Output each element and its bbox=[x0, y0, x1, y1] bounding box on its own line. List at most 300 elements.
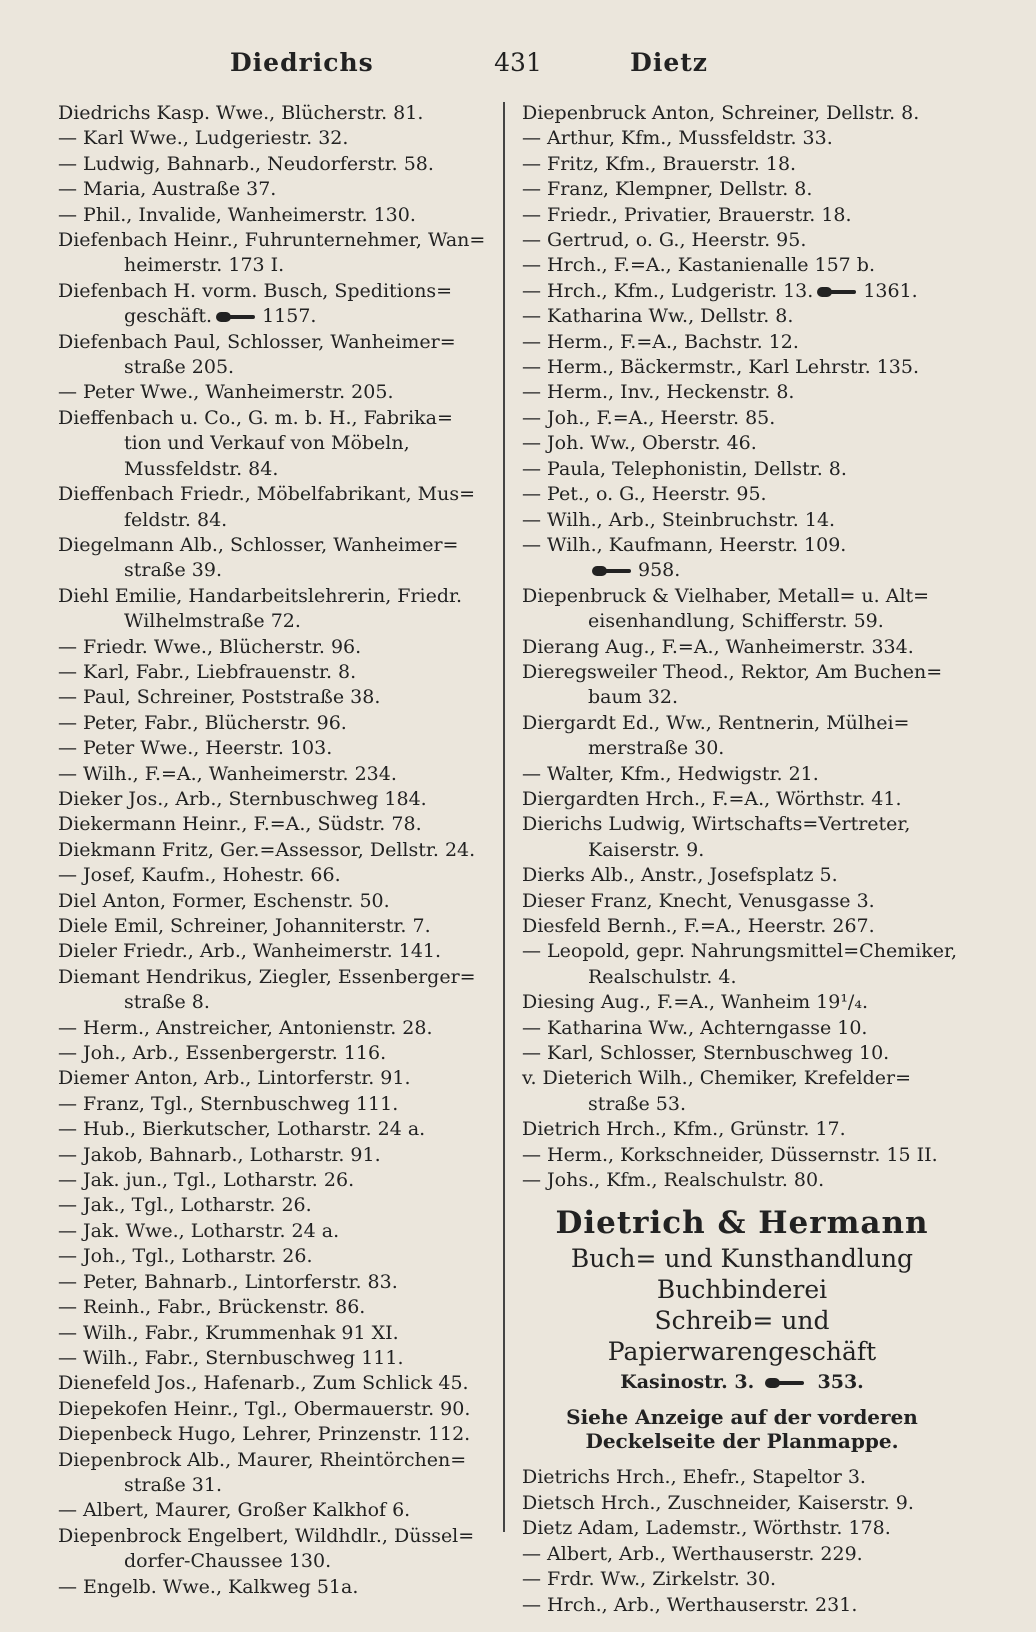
directory-entry bbox=[522, 1117, 962, 1142]
entry-text: Dietz Adam, Lademstr., Wörthstr. 178. bbox=[522, 1517, 891, 1540]
entry-text: Dietrich Hrch., Kfm., Grünstr. 17. bbox=[522, 1118, 846, 1141]
entry-line bbox=[522, 1465, 962, 1490]
entry-text: — Arthur, Kfm., Mussfeldstr. 33. bbox=[522, 127, 833, 150]
entry-line bbox=[58, 838, 488, 863]
entry-line bbox=[522, 965, 962, 990]
ad-phone: 353. bbox=[817, 1371, 864, 1394]
entry-text: Diesing Aug., F.=A., Wanheim 19¹/₄. bbox=[522, 991, 868, 1014]
entry-text: — Franz, Klempner, Dellstr. 8. bbox=[522, 178, 813, 201]
directory-entry bbox=[58, 126, 488, 151]
entry-line bbox=[58, 584, 488, 609]
entry-text: — Friedr., Privatier, Brauerstr. 18. bbox=[522, 203, 852, 226]
entry-text: Diefenbach Heinr., Fuhrunternehmer, Wan= bbox=[58, 229, 486, 252]
entry-text: Diedrichs Kasp. Wwe., Blücherstr. 81. bbox=[58, 102, 424, 124]
entry-text: Dietrichs Hrch., Ehefr., Stapeltor 3. bbox=[522, 1466, 866, 1489]
entry-line bbox=[58, 635, 488, 660]
entry-line bbox=[522, 558, 962, 583]
entry-text: — Jak. jun., Tgl., Lotharstr. 26. bbox=[58, 1169, 355, 1192]
entry-line bbox=[58, 812, 488, 837]
entry-text: — Gertrud, o. G., Heerstr. 95. bbox=[522, 229, 807, 252]
entry-line bbox=[522, 355, 962, 380]
entry-line bbox=[58, 711, 488, 736]
directory-entry bbox=[58, 1498, 488, 1523]
ad-line-1: Buch= und Kunsthandlung bbox=[570, 1244, 914, 1274]
entry-text: — Phil., Invalide, Wanheimerstr. 130. bbox=[58, 203, 416, 226]
entry-line bbox=[58, 762, 488, 787]
directory-entry bbox=[58, 1168, 488, 1193]
directory-entry bbox=[58, 914, 488, 939]
entry-text: — Albert, Arb., Werthauserstr. 229. bbox=[522, 1542, 863, 1565]
entry-line bbox=[522, 1168, 962, 1193]
entry-line bbox=[522, 1593, 962, 1618]
directory-entry bbox=[58, 584, 488, 635]
entry-text: — Pet., o. G., Heerstr. 95. bbox=[522, 483, 767, 506]
directory-entry bbox=[522, 1168, 962, 1193]
entry-text: — Ludwig, Bahnarb., Neudorferstr. 58. bbox=[58, 152, 434, 175]
entry-line bbox=[58, 1219, 488, 1244]
entry-line bbox=[58, 1143, 488, 1168]
entry-text: Dienefeld Jos., Hafenarb., Zum Schlick 45. bbox=[58, 1372, 469, 1395]
entry-text: Dieregsweiler Theod., Rektor, Am Buchen= bbox=[522, 660, 943, 683]
entry-line bbox=[58, 304, 488, 329]
entry-line bbox=[522, 762, 962, 787]
entry-text: — Katharina Ww., Dellstr. 8. bbox=[522, 305, 794, 328]
directory-entry bbox=[522, 1143, 962, 1168]
entry-line bbox=[522, 635, 962, 660]
directory-entry bbox=[522, 939, 962, 990]
directory-entry bbox=[522, 635, 962, 660]
entry-line bbox=[58, 253, 488, 278]
entry-text: — Peter, Fabr., Blücherstr. 96. bbox=[58, 711, 347, 734]
entry-line bbox=[522, 711, 962, 736]
entry-text: — Reinh., Fabr., Brückenstr. 86. bbox=[58, 1296, 366, 1319]
directory-entry bbox=[58, 1371, 488, 1396]
entry-text: — Jak., Tgl., Lotharstr. 26. bbox=[58, 1194, 312, 1217]
entry-text: tion und Verkauf von Möbeln, bbox=[124, 432, 410, 455]
directory-entry bbox=[522, 406, 962, 431]
directory-entry bbox=[58, 889, 488, 914]
entry-line bbox=[58, 101, 488, 126]
entry-line bbox=[58, 279, 488, 304]
directory-entry bbox=[522, 660, 962, 711]
entry-text: Mussfeldstr. 84. bbox=[124, 457, 279, 480]
directory-entry bbox=[522, 533, 962, 584]
directory-entry bbox=[58, 1346, 488, 1371]
directory-entry bbox=[58, 762, 488, 787]
entry-text: — Peter Wwe., Heerstr. 103. bbox=[58, 737, 333, 760]
entry-line bbox=[522, 1092, 962, 1117]
entry-text: Diepekofen Heinr., Tgl., Obermauerstr. 90. bbox=[58, 1397, 471, 1420]
directory-entry bbox=[58, 152, 488, 177]
entry-line bbox=[58, 203, 488, 228]
directory-entry bbox=[58, 1321, 488, 1346]
telephone-icon bbox=[765, 1377, 805, 1389]
entry-line bbox=[522, 1066, 962, 1091]
directory-entry bbox=[522, 1041, 962, 1066]
entry-line bbox=[522, 1567, 962, 1592]
entry-line bbox=[58, 660, 488, 685]
entry-text: — Wilh., F.=A., Wanheimerstr. 234. bbox=[58, 762, 397, 785]
directory-entry bbox=[522, 177, 962, 202]
directory-entry bbox=[58, 1270, 488, 1295]
entry-text: Diergardten Hrch., F.=A., Wörthstr. 41. bbox=[522, 787, 902, 810]
entry-text: Diepenbruck & Vielhaber, Metall= u. Alt= bbox=[522, 584, 930, 607]
directory-entry bbox=[522, 508, 962, 533]
entry-text: — Hrch., Kfm., Ludgeristr. 13. bbox=[522, 279, 814, 302]
entry-line bbox=[522, 279, 962, 304]
entry-text: — Peter, Bahnarb., Lintorferstr. 83. bbox=[58, 1270, 398, 1293]
telephone-icon bbox=[817, 286, 857, 298]
directory-entry bbox=[522, 1491, 962, 1516]
entry-line bbox=[522, 203, 962, 228]
entry-text: Diepenbeck Hugo, Lehrer, Prinzenstr. 112. bbox=[58, 1423, 471, 1446]
entry-text: — Herm., Bäckermstr., Karl Lehrstr. 135. bbox=[522, 356, 920, 379]
directory-entry bbox=[58, 330, 488, 381]
entry-line bbox=[58, 1498, 488, 1523]
entry-line bbox=[522, 1491, 962, 1516]
entry-line bbox=[58, 1422, 488, 1447]
entry-line bbox=[58, 126, 488, 151]
entry-text: — Herm., Anstreicher, Antonienstr. 28. bbox=[58, 1016, 433, 1039]
entry-line bbox=[522, 584, 962, 609]
entry-line bbox=[58, 965, 488, 990]
entry-text: straße 39. bbox=[124, 559, 222, 582]
left-column bbox=[58, 101, 488, 1600]
directory-entry bbox=[522, 228, 962, 253]
directory-entry bbox=[58, 838, 488, 863]
entry-line bbox=[522, 1516, 962, 1541]
entry-text: Diekmann Fritz, Ger.=Assessor, Dellstr. 24. bbox=[58, 838, 476, 861]
entry-text: Diel Anton, Former, Eschenstr. 50. bbox=[58, 889, 390, 912]
directory-entry bbox=[522, 914, 962, 939]
entry-line bbox=[522, 1542, 962, 1567]
entry-line bbox=[58, 1016, 488, 1041]
entry-text: straße 205. bbox=[124, 356, 235, 379]
entry-line bbox=[58, 1346, 488, 1371]
directory-entry bbox=[522, 1593, 962, 1618]
ad-note-line-2: Deckelseite der Planmappe. bbox=[585, 1429, 899, 1454]
entry-text: — Walter, Kfm., Hedwigstr. 21. bbox=[522, 762, 819, 785]
telephone-icon bbox=[592, 565, 632, 577]
entry-text: — Herm., Inv., Heckenstr. 8. bbox=[522, 381, 795, 404]
ad-address-line bbox=[522, 1367, 962, 1397]
entry-text: — Hrch., F.=A., Kastanienalle 157 b. bbox=[522, 254, 876, 277]
directory-entry bbox=[522, 279, 962, 304]
directory-entry bbox=[522, 355, 962, 380]
directory-entry bbox=[522, 126, 962, 151]
right-column-bottom bbox=[522, 1465, 962, 1617]
entry-line bbox=[58, 508, 488, 533]
entry-text: Realschulstr. 4. bbox=[588, 965, 737, 988]
directory-entry bbox=[58, 863, 488, 888]
entry-line bbox=[522, 685, 962, 710]
directory-entry bbox=[522, 787, 962, 812]
directory-entry bbox=[522, 1542, 962, 1567]
entry-text: Dierang Aug., F.=A., Wanheimerstr. 334. bbox=[522, 635, 914, 658]
directory-entry bbox=[522, 1516, 962, 1541]
entry-line bbox=[58, 1295, 488, 1320]
entry-text: — Hrch., Arb., Werthauserstr. 231. bbox=[522, 1593, 858, 1616]
directory-entry bbox=[58, 711, 488, 736]
entry-text: — Katharina Ww., Achterngasse 10. bbox=[522, 1016, 868, 1039]
directory-entry bbox=[58, 1575, 488, 1600]
entry-text: heimerstr. 173 I. bbox=[124, 254, 285, 277]
entry-line bbox=[522, 508, 962, 533]
entry-text: — Jakob, Bahnarb., Lotharstr. 91. bbox=[58, 1143, 381, 1166]
entry-text: Diegelmann Alb., Schlosser, Wanheimer= bbox=[58, 533, 459, 556]
directory-entry bbox=[58, 787, 488, 812]
entry-line bbox=[58, 1371, 488, 1396]
entry-text: v. Dieterich Wilh., Chemiker, Krefelder= bbox=[522, 1067, 911, 1090]
entry-line bbox=[522, 101, 962, 126]
column-divider bbox=[503, 102, 505, 1532]
directory-entry bbox=[58, 1524, 488, 1575]
directory-entry bbox=[58, 1397, 488, 1422]
entry-text: — Wilh., Fabr., Krummenhak 91 XI. bbox=[58, 1321, 399, 1344]
directory-entry bbox=[58, 965, 488, 1016]
entry-text: dorfer-Chaussee 130. bbox=[124, 1550, 332, 1573]
directory-entry bbox=[58, 406, 488, 482]
entry-line bbox=[522, 736, 962, 761]
directory-entry bbox=[58, 101, 488, 126]
directory-entry bbox=[58, 660, 488, 685]
directory-entry bbox=[522, 304, 962, 329]
entry-text: — Herm., Korkschneider, Düssernstr. 15 II. bbox=[522, 1143, 938, 1166]
entry-text: — Fritz, Kfm., Brauerstr. 18. bbox=[522, 152, 797, 175]
entry-line bbox=[58, 152, 488, 177]
directory-entry bbox=[522, 330, 962, 355]
directory-entry bbox=[522, 457, 962, 482]
entry-text: — Karl, Fabr., Liebfrauenstr. 8. bbox=[58, 660, 357, 683]
entry-line bbox=[522, 482, 962, 507]
phone-number: 958. bbox=[638, 559, 681, 582]
entry-line bbox=[58, 482, 488, 507]
entry-line bbox=[522, 177, 962, 202]
entry-text: — Friedr. Wwe., Blücherstr. 96. bbox=[58, 635, 362, 658]
entry-line bbox=[58, 990, 488, 1015]
entry-text: Diefenbach H. vorm. Busch, Speditions= bbox=[58, 279, 453, 302]
entry-line bbox=[58, 355, 488, 380]
entry-line bbox=[522, 863, 962, 888]
entry-text: — Albert, Maurer, Großer Kalkhof 6. bbox=[58, 1499, 411, 1522]
ad-note-line-1: Siehe Anzeige auf der vorderen bbox=[566, 1405, 918, 1430]
entry-line bbox=[522, 457, 962, 482]
entry-line bbox=[522, 228, 962, 253]
entry-line bbox=[522, 533, 962, 558]
directory-entry bbox=[58, 380, 488, 405]
entry-text: — Wilh., Kaufmann, Heerstr. 109. bbox=[522, 533, 847, 556]
directory-entry bbox=[58, 685, 488, 710]
directory-entry bbox=[522, 1465, 962, 1490]
entry-text: Diesfeld Bernh., F.=A., Heerstr. 267. bbox=[522, 915, 875, 937]
entry-text: Dieser Franz, Knecht, Venusgasse 3. bbox=[522, 889, 875, 912]
entry-line bbox=[522, 812, 962, 837]
entry-line bbox=[58, 1473, 488, 1498]
entry-text: straße 31. bbox=[124, 1473, 222, 1496]
entry-line bbox=[522, 914, 962, 939]
entry-line bbox=[522, 330, 962, 355]
entry-text: Dierks Alb., Anstr., Josefsplatz 5. bbox=[522, 864, 838, 887]
directory-entry bbox=[522, 482, 962, 507]
entry-text: Kaiserstr. 9. bbox=[588, 838, 705, 861]
entry-line bbox=[58, 1092, 488, 1117]
entry-text: Diergardt Ed., Ww., Rentnerin, Mülhei= bbox=[522, 711, 910, 734]
entry-line bbox=[522, 990, 962, 1015]
ad-line-3: Schreib= und Papierwarengeschäft bbox=[607, 1306, 877, 1367]
directory-entry bbox=[58, 1143, 488, 1168]
entry-text: Dierichs Ludwig, Wirtschafts=Vertreter, bbox=[522, 813, 911, 836]
entry-line bbox=[522, 380, 962, 405]
entry-text: — Leopold, gepr. Nahrungsmittel=Chemiker, bbox=[522, 940, 958, 963]
advertisement bbox=[522, 1203, 962, 1453]
entry-line bbox=[522, 787, 962, 812]
directory-entry bbox=[522, 889, 962, 914]
entry-text: Dieler Friedr., Arb., Wanheimerstr. 141. bbox=[58, 940, 442, 963]
entry-line bbox=[522, 889, 962, 914]
entry-text: Diepenbrock Alb., Maurer, Rheintörchen= bbox=[58, 1448, 467, 1471]
entry-line bbox=[58, 533, 488, 558]
directory-entry bbox=[522, 101, 962, 126]
entry-line bbox=[58, 1448, 488, 1473]
entry-text: — Wilh., Fabr., Sternbuschweg 111. bbox=[58, 1346, 404, 1369]
directory-entry bbox=[58, 228, 488, 279]
directory-entry bbox=[58, 635, 488, 660]
ad-title: Dietrich & Hermann bbox=[555, 1205, 929, 1242]
ad-line-2: Buchbinderei bbox=[656, 1275, 828, 1305]
entry-line bbox=[522, 838, 962, 863]
entry-line bbox=[522, 304, 962, 329]
directory-entry bbox=[522, 711, 962, 762]
entry-line bbox=[58, 1321, 488, 1346]
entry-text: Diefenbach Paul, Schlosser, Wanheimer= bbox=[58, 330, 456, 353]
entry-text: — Johs., Kfm., Realschulstr. 80. bbox=[522, 1169, 825, 1192]
directory-entry bbox=[522, 990, 962, 1015]
directory-entry bbox=[522, 152, 962, 177]
entry-text: Dieffenbach u. Co., G. m. b. H., Fabrika= bbox=[58, 406, 453, 429]
header-first-name: Diedrichs bbox=[230, 48, 374, 77]
entry-line bbox=[58, 1524, 488, 1549]
directory-entry bbox=[522, 380, 962, 405]
entry-line bbox=[58, 1193, 488, 1218]
entry-line bbox=[58, 1168, 488, 1193]
directory-entry bbox=[58, 939, 488, 964]
entry-text: Dieker Jos., Arb., Sternbuschweg 184. bbox=[58, 787, 427, 810]
entry-text: straße 53. bbox=[588, 1092, 686, 1115]
entry-line bbox=[522, 126, 962, 151]
directory-entry bbox=[58, 1244, 488, 1269]
entry-text: — Wilh., Arb., Steinbruchstr. 14. bbox=[522, 508, 836, 531]
entry-line bbox=[58, 1244, 488, 1269]
directory-entry bbox=[58, 1422, 488, 1447]
entry-line bbox=[58, 863, 488, 888]
directory-entry bbox=[522, 253, 962, 278]
entry-line bbox=[58, 380, 488, 405]
entry-line bbox=[522, 253, 962, 278]
entry-line bbox=[58, 431, 488, 456]
entry-line bbox=[58, 889, 488, 914]
directory-entry bbox=[58, 177, 488, 202]
entry-text: — Maria, Austraße 37. bbox=[58, 178, 277, 201]
entry-text: Diemant Hendrikus, Ziegler, Essenberger= bbox=[58, 965, 476, 988]
entry-line bbox=[58, 330, 488, 355]
directory-entry bbox=[522, 1016, 962, 1041]
entry-text: — Joh., Tgl., Lotharstr. 26. bbox=[58, 1245, 313, 1268]
entry-line bbox=[522, 609, 962, 634]
directory-entry bbox=[58, 1295, 488, 1320]
entry-line bbox=[522, 660, 962, 685]
header-last-name: Dietz bbox=[630, 48, 708, 77]
directory-entry bbox=[58, 1041, 488, 1066]
entry-line bbox=[58, 558, 488, 583]
entry-text: Diepenbrock Engelbert, Wildhdlr., Düssel= bbox=[58, 1524, 475, 1547]
entry-line bbox=[522, 152, 962, 177]
entry-text: baum 32. bbox=[588, 686, 678, 709]
directory-entry bbox=[522, 1567, 962, 1592]
entry-line bbox=[58, 1270, 488, 1295]
entry-text: Diemer Anton, Arb., Lintorferstr. 91. bbox=[58, 1067, 411, 1090]
directory-entry bbox=[58, 1066, 488, 1091]
directory-entry bbox=[58, 1117, 488, 1142]
entry-line bbox=[522, 1041, 962, 1066]
entry-line bbox=[58, 787, 488, 812]
ad-note bbox=[522, 1405, 962, 1453]
directory-entry bbox=[58, 279, 488, 330]
entry-line bbox=[58, 228, 488, 253]
directory-entry bbox=[58, 1016, 488, 1041]
entry-line bbox=[58, 609, 488, 634]
entry-text: Wilhelmstraße 72. bbox=[124, 610, 301, 633]
entry-line bbox=[58, 177, 488, 202]
entry-line bbox=[522, 1016, 962, 1041]
directory-entry bbox=[522, 203, 962, 228]
ad-address: Kasinostr. 3. bbox=[620, 1371, 755, 1394]
directory-entry bbox=[58, 1193, 488, 1218]
entry-text: — Joh. Ww., Oberstr. 46. bbox=[522, 432, 757, 455]
entry-text: — Joh., Arb., Essenbergerstr. 116. bbox=[58, 1042, 387, 1065]
directory-entry bbox=[58, 1448, 488, 1499]
directory-entry bbox=[522, 863, 962, 888]
entry-text: — Peter Wwe., Wanheimerstr. 205. bbox=[58, 381, 394, 404]
entry-line bbox=[58, 1066, 488, 1091]
entry-line bbox=[522, 1117, 962, 1142]
entry-line bbox=[522, 939, 962, 964]
directory-entry bbox=[58, 1219, 488, 1244]
page-number: 431 bbox=[494, 48, 542, 77]
phone-number: 1361. bbox=[863, 279, 918, 302]
right-column bbox=[522, 101, 962, 1618]
right-column-top bbox=[522, 101, 962, 1193]
entry-line bbox=[58, 939, 488, 964]
directory-entry bbox=[58, 736, 488, 761]
page-header bbox=[52, 48, 984, 88]
entry-line bbox=[522, 1143, 962, 1168]
directory-entry bbox=[58, 203, 488, 228]
entry-line bbox=[58, 1041, 488, 1066]
entry-text: — Franz, Tgl., Sternbuschweg 111. bbox=[58, 1092, 399, 1115]
entry-text: — Herm., F.=A., Bachstr. 12. bbox=[522, 330, 799, 353]
entry-line bbox=[58, 457, 488, 482]
entry-text: straße 8. bbox=[124, 991, 210, 1014]
entry-text: Diehl Emilie, Handarbeitslehrerin, Friedr. bbox=[58, 584, 463, 607]
entry-line bbox=[58, 406, 488, 431]
entry-text: — Hub., Bierkutscher, Lotharstr. 24 a. bbox=[58, 1118, 426, 1141]
telephone-icon bbox=[216, 311, 256, 323]
directory-entry bbox=[522, 584, 962, 635]
entry-text: Diekermann Heinr., F.=A., Südstr. 78. bbox=[58, 813, 422, 836]
entry-text: merstraße 30. bbox=[588, 737, 725, 760]
entry-text: — Karl Wwe., Ludgeriestr. 32. bbox=[58, 127, 349, 150]
entry-text: — Karl, Schlosser, Sternbuschweg 10. bbox=[522, 1042, 890, 1065]
